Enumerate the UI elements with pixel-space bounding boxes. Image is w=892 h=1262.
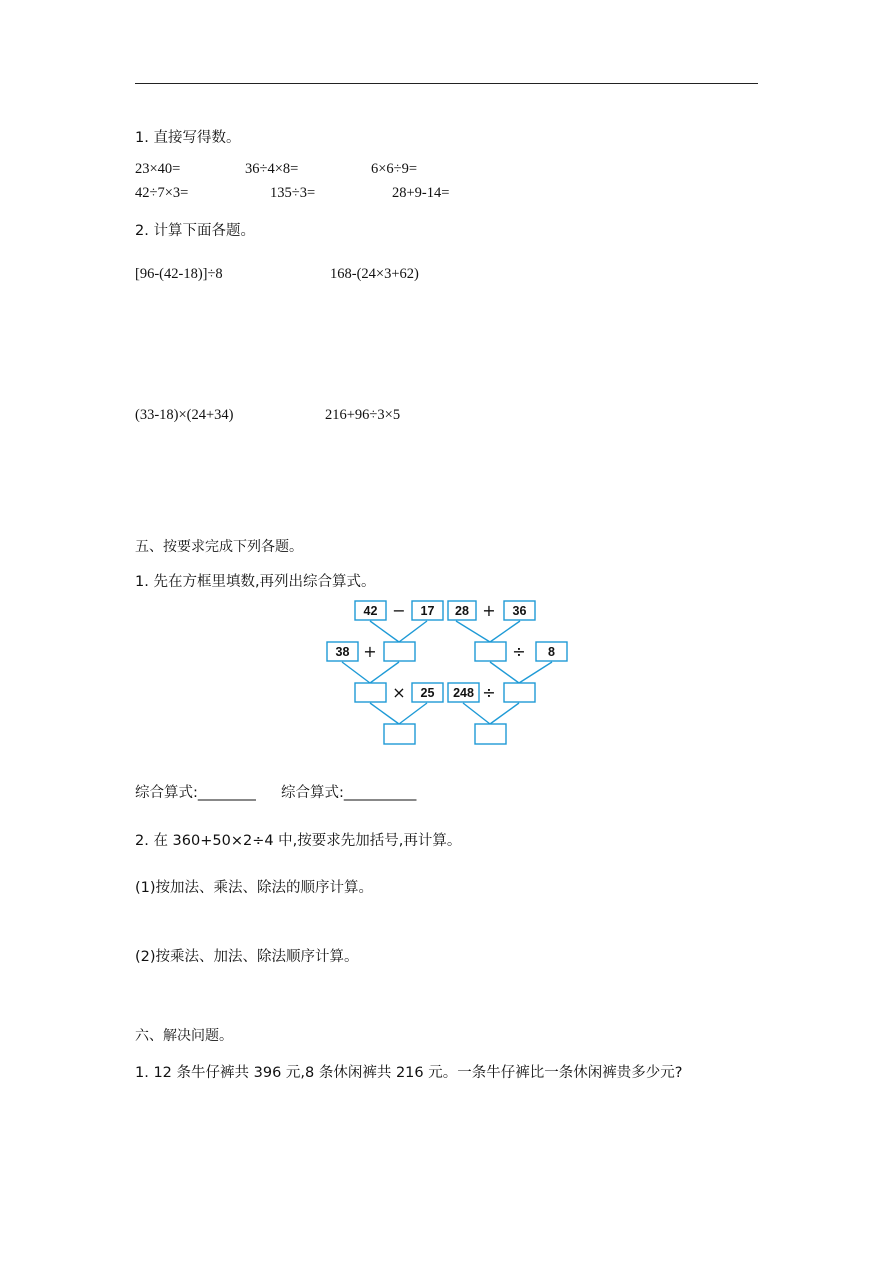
- calc-problem: 216+96÷3×5: [325, 407, 401, 423]
- oral-calc-item: 23×40=: [135, 161, 181, 177]
- oral-calc-item: 28+9-14=: [392, 185, 450, 201]
- connector-line: [490, 621, 520, 642]
- blank-answer-box[interactable]: [384, 724, 415, 744]
- connector-line: [370, 662, 399, 683]
- connector-line: [342, 662, 370, 683]
- calc-problem: (33-18)×(24+34): [135, 407, 234, 423]
- blank-answer-box[interactable]: [475, 642, 506, 661]
- oral-calc-item: 36÷4×8=: [245, 161, 299, 177]
- operator-plus: +: [363, 642, 377, 661]
- section-6-title: 六、解决问题。: [135, 1028, 233, 1044]
- connector-line: [399, 621, 427, 642]
- blank-answer-box[interactable]: [504, 683, 535, 702]
- formula-answer-line-2: 综合算式:__________: [281, 785, 417, 801]
- operator-multiply: ×: [392, 683, 406, 702]
- number-248: 248: [453, 686, 474, 700]
- connector-line: [370, 621, 399, 642]
- section-6-question-1: 1. 12 条牛仔裤共 396 元,8 条休闲裤共 216 元。一条牛仔裤比一条休闲裤贵多少元?: [135, 1065, 683, 1081]
- number-42: 42: [363, 604, 378, 618]
- question-2-part-1: (1)按加法、乘法、除法的顺序计算。: [135, 880, 374, 896]
- calculation-tree-diagram: [320, 596, 572, 748]
- question-2-part-2: (2)按乘法、加法、除法顺序计算。: [135, 949, 359, 965]
- oral-calc-item: 42÷7×3=: [135, 185, 189, 201]
- calc-problem: 168-(24×3+62): [330, 266, 419, 282]
- operator-divide: ÷: [512, 642, 526, 661]
- section-5-title: 五、按要求完成下列各题。: [135, 539, 303, 555]
- operator-plus: +: [482, 601, 496, 620]
- blank-answer-box[interactable]: [475, 724, 506, 744]
- calc-problem: [96-(42-18)]÷8: [135, 266, 223, 282]
- number-28: 28: [455, 604, 469, 618]
- header-rule: [135, 83, 758, 84]
- number-17: 17: [420, 604, 435, 618]
- number-8: 8: [548, 645, 555, 659]
- connector-line: [399, 703, 427, 724]
- connector-line: [519, 662, 552, 683]
- number-36: 36: [512, 604, 527, 618]
- operator-divide: ÷: [482, 683, 496, 702]
- question-2-title: 2. 计算下面各题。: [135, 223, 255, 239]
- operator-minus: −: [392, 601, 406, 620]
- oral-calc-item: 135÷3=: [270, 185, 316, 201]
- section-5-question-2: 2. 在 360+50×2÷4 中,按要求先加括号,再计算。: [135, 833, 462, 849]
- connector-line: [370, 703, 399, 724]
- number-25: 25: [420, 686, 435, 700]
- oral-calc-item: 6×6÷9=: [371, 161, 418, 177]
- connector-line: [463, 703, 490, 724]
- number-38: 38: [335, 645, 350, 659]
- section-5-question-1: 1. 先在方框里填数,再列出综合算式。: [135, 574, 376, 590]
- connector-line: [490, 703, 519, 724]
- blank-answer-box[interactable]: [355, 683, 386, 702]
- connector-line: [490, 662, 519, 683]
- question-1-title: 1. 直接写得数。: [135, 130, 241, 146]
- connector-line: [456, 621, 490, 642]
- formula-answer-line-1: 综合算式:________: [135, 785, 256, 801]
- blank-answer-box[interactable]: [384, 642, 415, 661]
